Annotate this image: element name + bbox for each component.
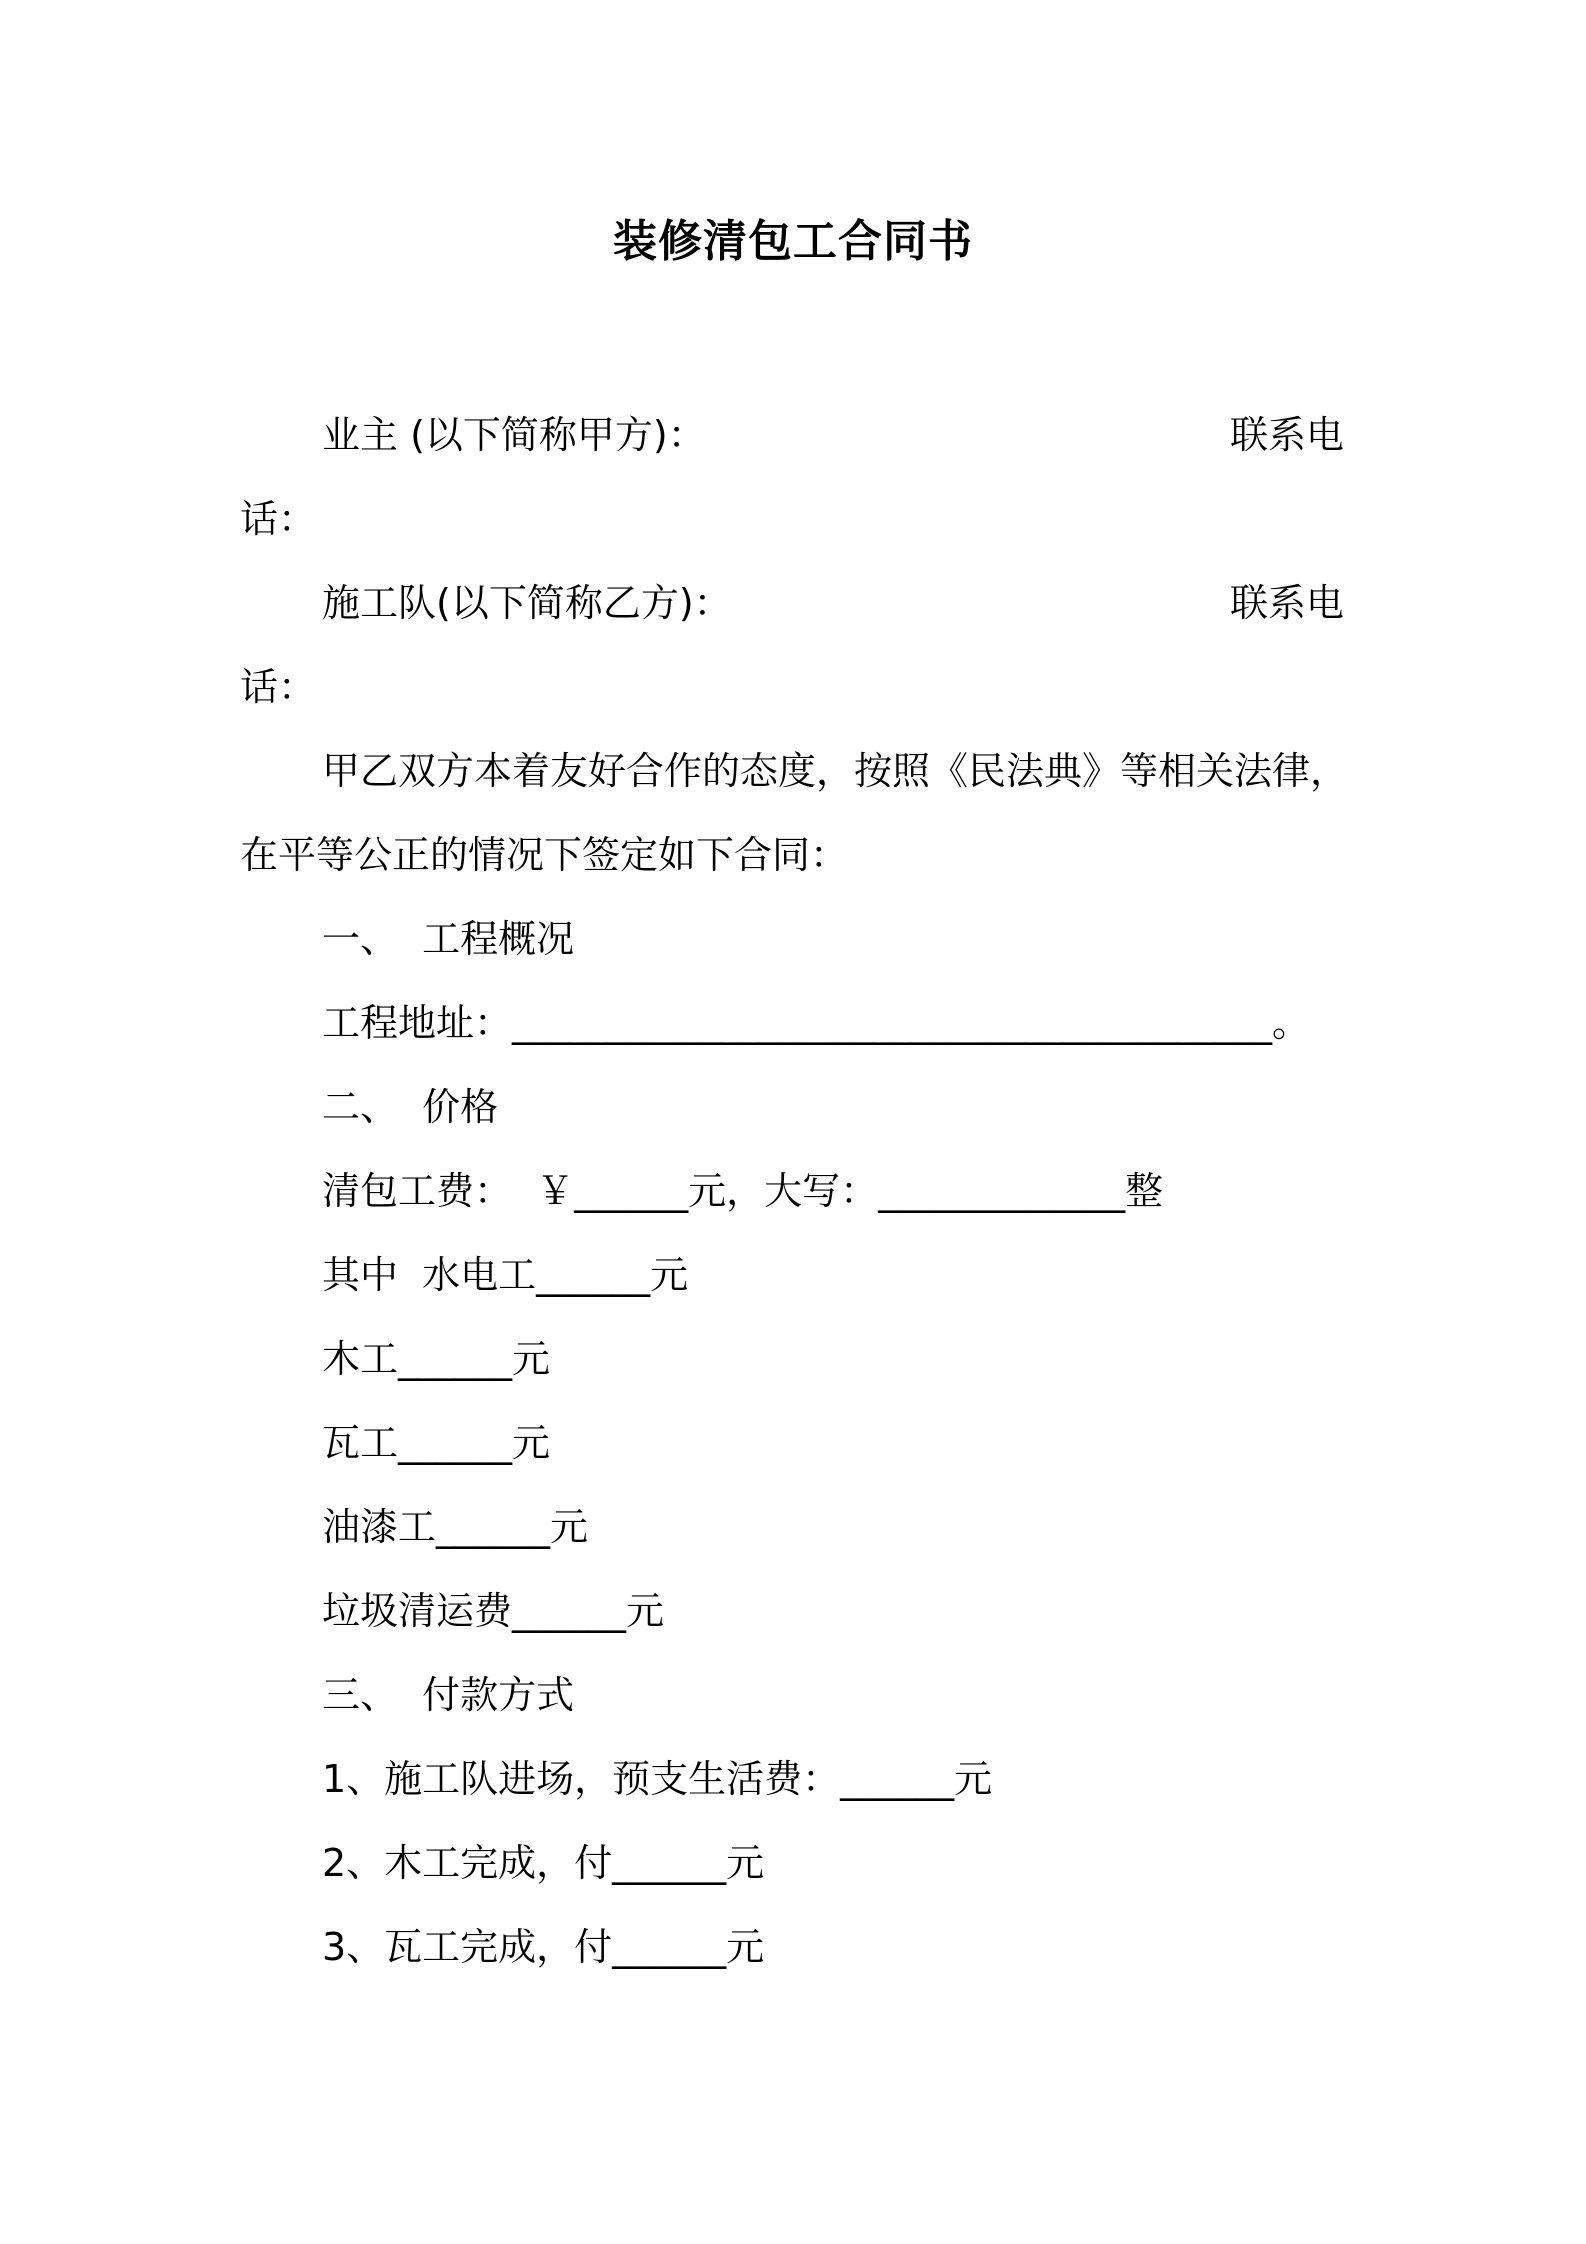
- price-item: 垃圾清运费______元: [322, 1589, 665, 1633]
- intro-line-1: 甲乙双方本着友好合作的态度，按照《民法典》等相关法律，: [322, 749, 1349, 793]
- payment-item: 2、木工完成，付______元: [322, 1841, 765, 1885]
- price-item: 木工______元: [322, 1337, 551, 1381]
- party-b-phone-label-part1: 联系电: [1230, 581, 1345, 625]
- party-b-label: 施工队(以下简称乙方)：: [322, 581, 732, 625]
- price-item: 瓦工______元: [322, 1421, 551, 1465]
- section-3-heading: 三、 付款方式: [322, 1673, 575, 1717]
- party-a-phone-label-part2: 话：: [240, 497, 317, 541]
- payment-item: 3、瓦工完成，付______元: [322, 1925, 765, 1969]
- party-a-phone-label-part1: 联系电: [1230, 413, 1345, 457]
- payment-item: 1、施工队进场，预支生活费：______元: [322, 1757, 993, 1801]
- document-title: 装修清包工合同书: [613, 216, 973, 267]
- section-1-heading: 一、 工程概况: [322, 917, 575, 961]
- section-2-heading: 二、 价格: [322, 1085, 499, 1129]
- project-address-line: 工程地址：________________________________________。: [322, 1001, 1311, 1045]
- price-item: 其中 水电工______元: [322, 1253, 689, 1297]
- labor-fee-line: 清包工费： ￥______元，大写：_____________整: [322, 1169, 1164, 1213]
- party-b-phone-label-part2: 话：: [240, 665, 317, 709]
- intro-line-2: 在平等公正的情况下签定如下合同：: [240, 833, 849, 877]
- party-a-label: 业主 (以下简称甲方)：: [322, 413, 706, 457]
- price-item: 油漆工______元: [322, 1505, 589, 1549]
